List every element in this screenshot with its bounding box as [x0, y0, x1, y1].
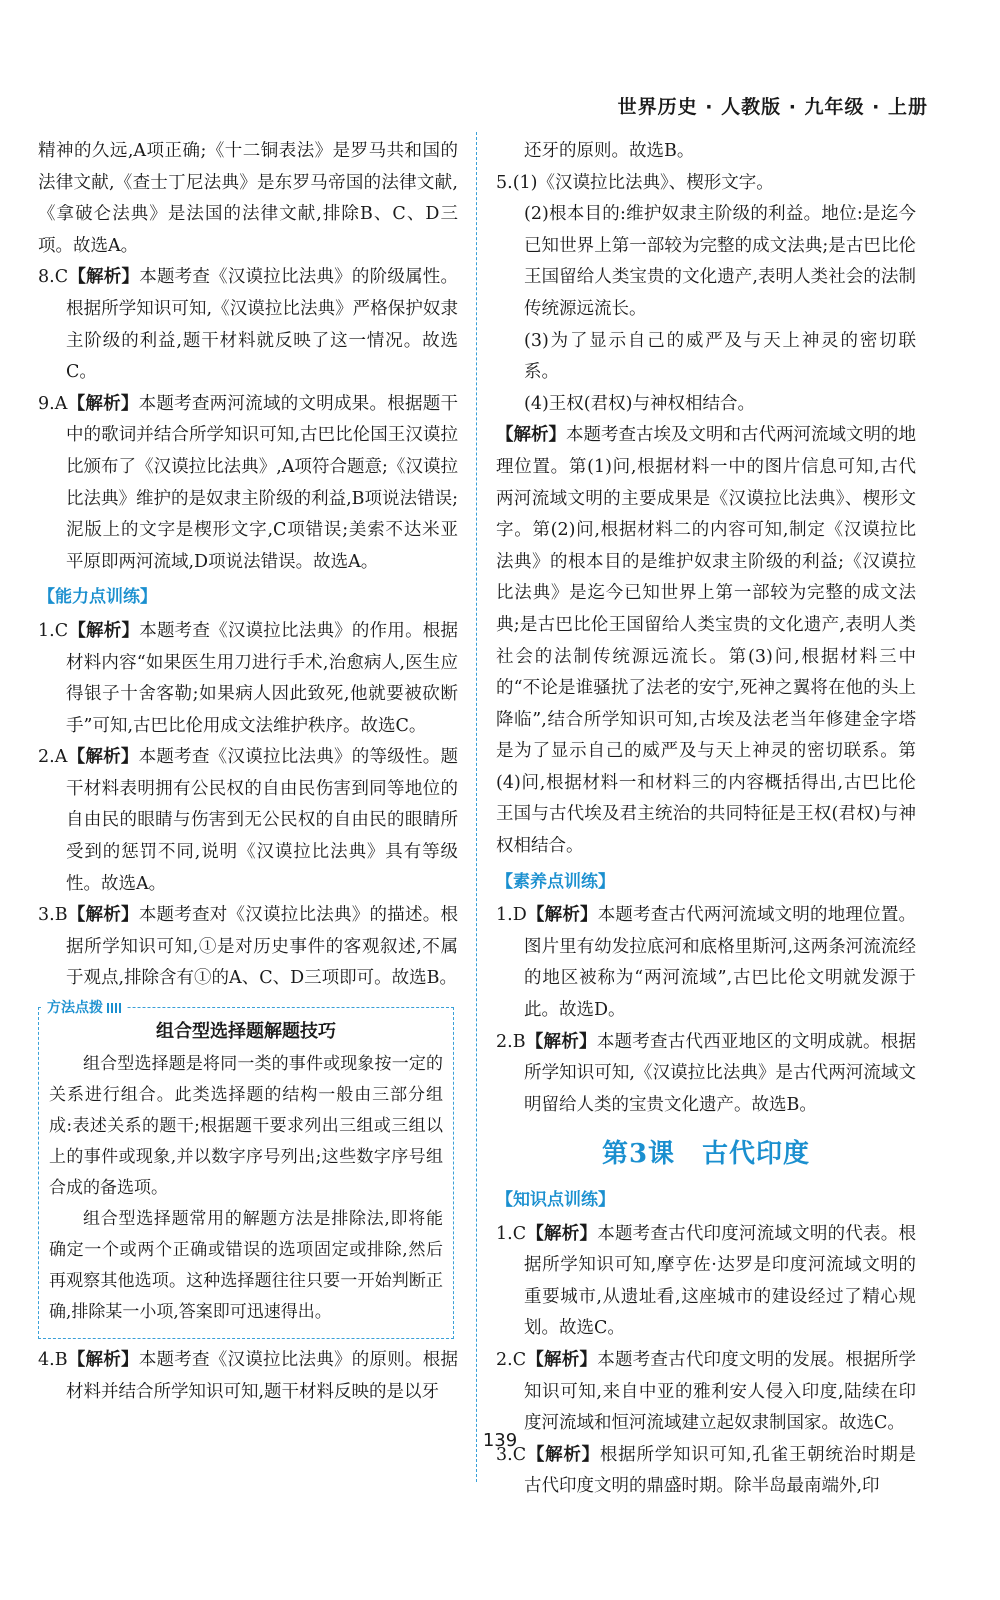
analysis-tag: 【解析】 — [526, 1444, 600, 1465]
analysis-tag: 【解析】 — [526, 1223, 598, 1244]
ability-answer-1 — [38, 616, 458, 742]
answer-5-part-1: 5.(1)《汉谟拉比法典》、楔形文字。 — [496, 172, 774, 193]
left-column — [38, 136, 458, 1408]
analysis-tag: 【解析】 — [526, 905, 598, 926]
method-tip-paragraph: 组合型选择题常用的解题方法是排除法,即将能确定一个或两个正确或错误的选项固定或排除,然后再观察其他选项。这种选择题往往只要一开始判断正确,排除某一小项,答案即可迅速得出。 — [49, 1209, 443, 1323]
analysis-tag: 【解析】 — [68, 620, 140, 641]
running-header: 世界历史 · 人教版 · 九年级 · 上册 — [617, 96, 928, 118]
right-column — [496, 136, 916, 1503]
method-tip-paragraph: 组合型选择题是将同一类的事件或现象按一定的关系进行组合。此类选择题的结构一般由三部分组成:表述关系的题干;根据题干要求列出三组或三组以上的事件或现象,并以数字序号列出;这些数字序号组合成的备选项。 — [49, 1054, 443, 1199]
answer-text: 本题考查古代西亚地区的文明成就。根据所学知识可知,《汉谟拉比法典》是古代两河流域文明留给人类的宝贵文化遗产。故选B。 — [524, 1031, 917, 1115]
knowledge-answer-1 — [496, 1219, 916, 1345]
answer-text: 本题考查《汉谟拉比法典》的原则。根据材料并结合所学知识可知,题干材料反映的是以牙 — [66, 1350, 459, 1402]
answer-text: 本题考查《汉谟拉比法典》的阶级属性。根据所学知识可知,《汉谟拉比法典》严格保护奴隶主阶级的利益,题干材料就反映了这一情况。故选C。 — [66, 267, 459, 383]
ability-answer-3 — [38, 900, 458, 995]
method-tip-title: 组合型选择题解题技巧 — [156, 1021, 336, 1043]
answer-number: 2.B — [496, 1031, 526, 1052]
section-literacy-training: 【素养点训练】 — [496, 871, 615, 892]
lesson-title: 第3课 古代印度 — [601, 1139, 811, 1170]
knowledge-answer-2 — [496, 1345, 916, 1440]
answer-5-part-4: (4)王权(君权)与神权相结合。 — [524, 393, 755, 414]
answer-number: 4.B — [38, 1350, 68, 1371]
answer-text: 本题考查古代印度河流域文明的代表。根据所学知识可知,摩亨佐·达罗是印度河流域文明的重要城市,从遗址看,这座城市的建设经过了精心规划。故选C。 — [524, 1223, 917, 1339]
analysis-tag: 【解析】 — [67, 747, 139, 768]
answer-number: 2.C — [496, 1349, 527, 1370]
answer-number: 9.A — [38, 393, 68, 414]
answer-number: 2.A — [38, 747, 68, 768]
answer-number: 1.C — [496, 1223, 527, 1244]
speaker-icon — [107, 1003, 123, 1013]
section-ability-training: 【能力点训练】 — [38, 587, 157, 608]
method-tip-box — [38, 1000, 454, 1339]
analysis-tag: 【解析】 — [526, 1349, 598, 1370]
answer-number: 1.D — [496, 905, 527, 926]
answer-text: 本题考查古代印度文明的发展。根据所学知识可知,来自中亚的雅利安人侵入印度,陆续在印度河流域和恒河流域建立起奴隶制国家。故选C。 — [524, 1349, 917, 1434]
answer-text: 本题考查古代两河流域文明的地理位置。图片里有幼发拉底河和底格里斯河,这两条河流流经的地区被称为“两河流域”,古巴比伦文明就发源于此。故选D。 — [524, 905, 917, 1021]
left-continuation: 精神的久远,A项正确;《十二铜表法》是罗马共和国的法律文献,《查士丁尼法典》是东罗马帝国的法律文献,《拿破仑法典》是法国的法律文献,排除B、C、D三项。故选A。 — [38, 141, 458, 256]
answer-number: 3.C — [496, 1444, 527, 1465]
analysis-tag: 【解析】 — [525, 1031, 597, 1052]
method-tip-label: 方法点拨 — [43, 993, 127, 1024]
answer-text: 本题考查对《汉谟拉比法典》的描述。根据所学知识可知,①是对历史事件的客观叙述,不属于观点,排除含有①的A、C、D三项即可。故选B。 — [66, 905, 459, 989]
analysis-tag: 【解析】 — [67, 905, 139, 926]
answer-8 — [38, 262, 458, 388]
answer-text: 本题考查古埃及文明和古代两河流域文明的地理位置。第(1)问,根据材料一中的图片信息可知,古代两河流域文明的主要成果是《汉谟拉比法典》、楔形文字。第(2)问,根据材料二的内容可知,制定《汉谟拉比法典》的根本目的是维护奴隶主阶级的利益;《汉谟拉比法典》是迄今已知世界上第一部较为完整的成文法典;是古巴比伦王国留给人类宝贵的文化遗产,表明人类社会的法制传统源远流长。第(3)问,根据材料三中的“不论是谁骚扰了法老的安宁,死神之翼将在他的头上降临”,结合所学知识可知,古埃及法老当年修建金字塔是为了显示自己的威严及与天上神灵的密切联系。第(4)问,根据材料一和材料三的内容概括得出,古巴比伦王国与古代埃及君主统治的共同特征是王权(君权)与神权相结合。 — [496, 425, 916, 857]
answer-text: 本题考查《汉谟拉比法典》的等级性。题干材料表明拥有公民权的自由民伤害到同等地位的自由民的眼睛与伤害到无公民权的自由民的眼睛所受到的惩罚不同,说明《汉谟拉比法典》具有等级性。故选A。 — [66, 747, 459, 894]
answer-number: 8.C — [38, 267, 69, 288]
ability-answer-2 — [38, 742, 458, 900]
analysis-tag: 【解析】 — [496, 425, 566, 446]
page-number: 139 — [482, 1430, 518, 1451]
answer-text: 本题考查《汉谟拉比法典》的作用。根据材料内容“如果医生用刀进行手术,治愈病人,医生应得银子十舍客勒;如果病人因此致死,他就要被砍断手”可知,古巴比伦用成文法维护秩序。故选C。 — [66, 620, 459, 736]
literacy-answer-1 — [496, 900, 916, 1026]
answer-text: 根据所学知识可知,孔雀王朝统治时期是古代印度文明的鼎盛时期。除半岛最南端外,印 — [524, 1444, 916, 1497]
literacy-answer-2 — [496, 1027, 916, 1122]
analysis-tag: 【解析】 — [67, 393, 139, 414]
answer-text: 本题考查两河流域的文明成果。根据题干中的歌词并结合所学知识可知,古巴比伦国王汉谟拉比颁布了《汉谟拉比法典》,A项符合题意;《汉谟拉比法典》维护的是奴隶主阶级的利益,B项说法错误;泥版上的文字是楔形文字,C项错误;美索不达米亚平原即两河流域,D项说法错误。故选A。 — [66, 393, 459, 572]
right-continuation: 还牙的原则。故选B。 — [524, 141, 695, 161]
column-divider — [476, 132, 477, 1482]
answer-number: 1.C — [38, 620, 69, 641]
answer-5-part-2: (2)根本目的:维护奴隶主阶级的利益。地位:是迄今已知世界上第一部较为完整的成文法典;是古巴比伦王国留给人类宝贵的文化遗产,表明人类社会的法制传统源远流长。 — [524, 204, 916, 319]
answer-number: 3.B — [38, 905, 68, 926]
answer-5-part-3: (3)为了显示自己的威严及与天上神灵的密切联系。 — [524, 330, 916, 383]
analysis-tag: 【解析】 — [68, 267, 140, 288]
ability-answer-4 — [38, 1345, 458, 1408]
answer-5-analysis — [496, 420, 916, 862]
analysis-tag: 【解析】 — [67, 1350, 139, 1371]
section-knowledge-training: 【知识点训练】 — [496, 1190, 615, 1210]
answer-9 — [38, 389, 458, 579]
